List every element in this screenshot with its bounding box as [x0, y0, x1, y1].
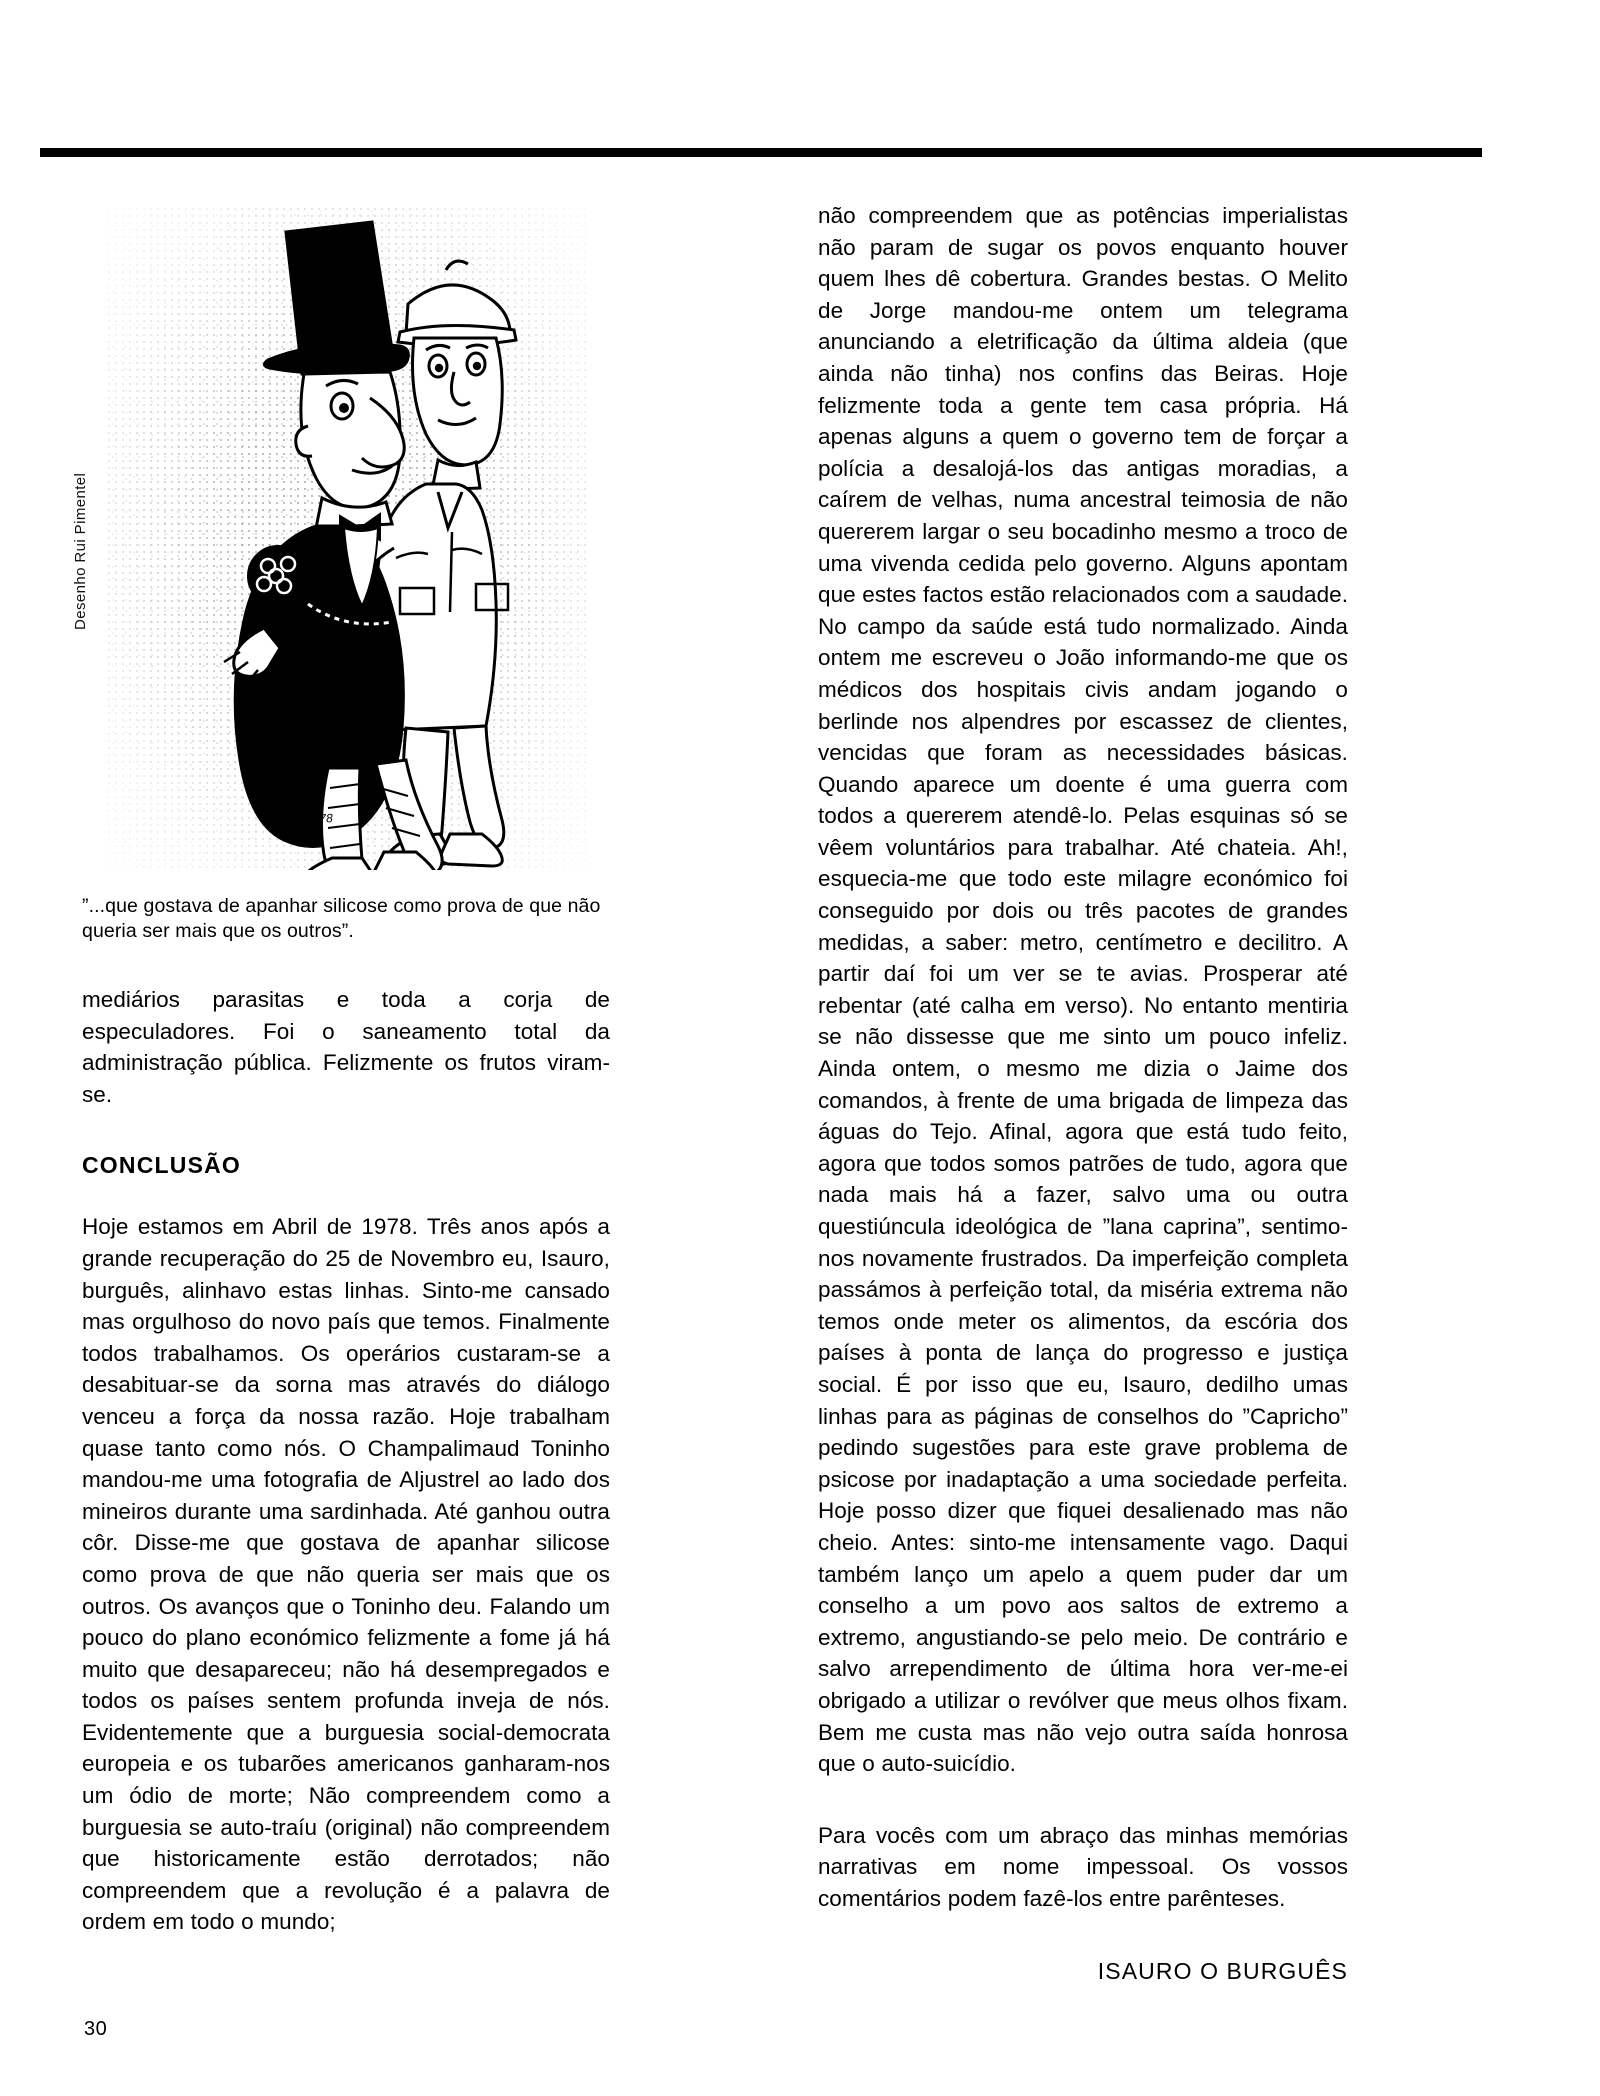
header-rule	[40, 148, 1482, 157]
cartoon-illustration	[108, 208, 586, 870]
left-column	[72, 200, 610, 1938]
cartoon-figures-drawing	[108, 208, 586, 870]
paragraph-continuation: mediários parasitas e toda a corja de especuladores. Foi o saneamento total da administração pública. Felizmente os frutos viram-se.	[82, 987, 610, 1107]
right-paragraph-2: Para vocês com um abraço das minhas memórias narrativas em nome impessoal. Os vossos comentários podem fazê-los entre parênteses.	[818, 1822, 1348, 1911]
conclusion-paragraph: Hoje estamos em Abril de 1978. Três anos após a grande recuperação do 25 de Novembro eu, Isauro, burguês, alinhavo estas linhas. Sinto-me cansado mas orgulhoso do novo país que temos. Finalmente todos trabalhamos. Os operários custaram-se a desabituar-se da sorna mas através do diálogo venceu a força da nossa razão. Hoje trabalham quase tanto como nós. O Champalimaud Toninho mandou-me uma fotografia de Aljustrel ao lado dos mineiros durante uma sardinhada. Até ganhou outra côr. Disse-me que gostava de apanhar silicose como prova de que não queria ser mais que os outros. Os avanços que o Toninho deu. Falando um pouco do plano económico felizmente a fome já há muito que desapareceu; não há desempregados e todos os países sentem profunda inveja de nós. Evidentemente que a burguesia social-democrata europeia e os tubarões americanos ganharam-nos um ódio de morte; Não compreendem como a burguesia se auto-traíu (original) não compreendem que historicamente estão derrotados; não compreendem que a revolução é a palavra de ordem em todo o mundo;	[82, 1214, 610, 1935]
illustration-credit: Desenho Rui Pimentel	[72, 472, 89, 630]
author-signature: ISAURO O BURGUÊS	[1097, 1958, 1348, 1985]
conclusion-text	[82, 1211, 610, 1938]
artist-signature-mark: Rui 78	[297, 811, 334, 827]
section-heading-conclusao: CONCLUSÃO	[82, 1152, 242, 1179]
illustration-caption: ”...que gostava de apanhar silicose como prova de que não queria ser mais que os outros”.	[82, 895, 601, 942]
right-paragraph-1: não compreendem que as potências imperialistas não param de sugar os povos enquanto houver quem lhes dê cobertura. Grandes bestas. O Melito de Jorge mandou-me ontem um telegrama anunciando a eletrificação da última aldeia (que ainda não tinha) nos confins das Beiras. Hoje felizmente toda a gente tem casa própria. Há apenas alguns a quem o governo tem de forçar a polícia a desalojá-los das antigas moradias, a caírem de velhas, numa ancestral teimosia de não quererem largar o seu bocadinho mesmo a troco de uma vivenda cedida pelo governo. Alguns apontam que estes factos estão relacionados com a saudade. No campo da saúde está tudo normalizado. Ainda ontem me escreveu o João informando-me que os médicos dos hospitais civis andam jogando o berlinde nos alpendres por escassez de clientes, vencidas que foram as necessidades básicas. Quando aparece um doente é uma guerra com todos a quererem atendê-lo. Pelas esquinas só se vêem voluntários para trabalhar. Até chateia. Ah!, esquecia-me que todo este milagre económico foi conseguido por dois ou três pacotes de grandes medidas, a saber: metro, centímetro e decilitro. A partir daí foi um ver se te avias. Prosperar até rebentar (até calha em verso). No entanto mentiria se não dissesse que me sinto um pouco infeliz. Ainda ontem, o mesmo me dizia o Jaime dos comandos, à frente de uma brigada de limpeza das águas do Tejo. Afinal, agora que está tudo feito, agora que todos somos patrões de tudo, agora que nada mais há a fazer, salvo uma ou outra questiúncula ideológica de ”lana caprina”, sentimo-nos novamente frustrados. Da imperfeição completa passámos à perfeição total, da miséria extrema não temos onde meter os alimentos, da escória dos países à ponta de lança do progresso e justiça social. É por isso que eu, Isauro, dedilho umas linhas para as páginas de conselhos do ”Capricho” pedindo sugestões para este grave problema de psicose por inadaptação a uma sociedade perfeita. Hoje posso dizer que fiquei desalienado mas não cheio. Antes: sinto-me intensamente vago. Daqui também lanço um apelo a quem puder dar um conselho a um povo aos saltos de extremo a extremo, angustiando-se pelo meio. De contrário e salvo arrependimento de última hora ver-me-ei obrigado a utilizar o revólver que meus olhos fixam. Bem me custa mas não vejo outra saída honrosa que o auto-suicídio.	[818, 203, 1348, 1777]
right-column	[818, 200, 1348, 1985]
right-column-text	[818, 200, 1348, 1914]
left-column-text	[82, 984, 610, 1110]
page-number: 30	[84, 2018, 108, 2040]
illustration-block	[72, 200, 610, 890]
